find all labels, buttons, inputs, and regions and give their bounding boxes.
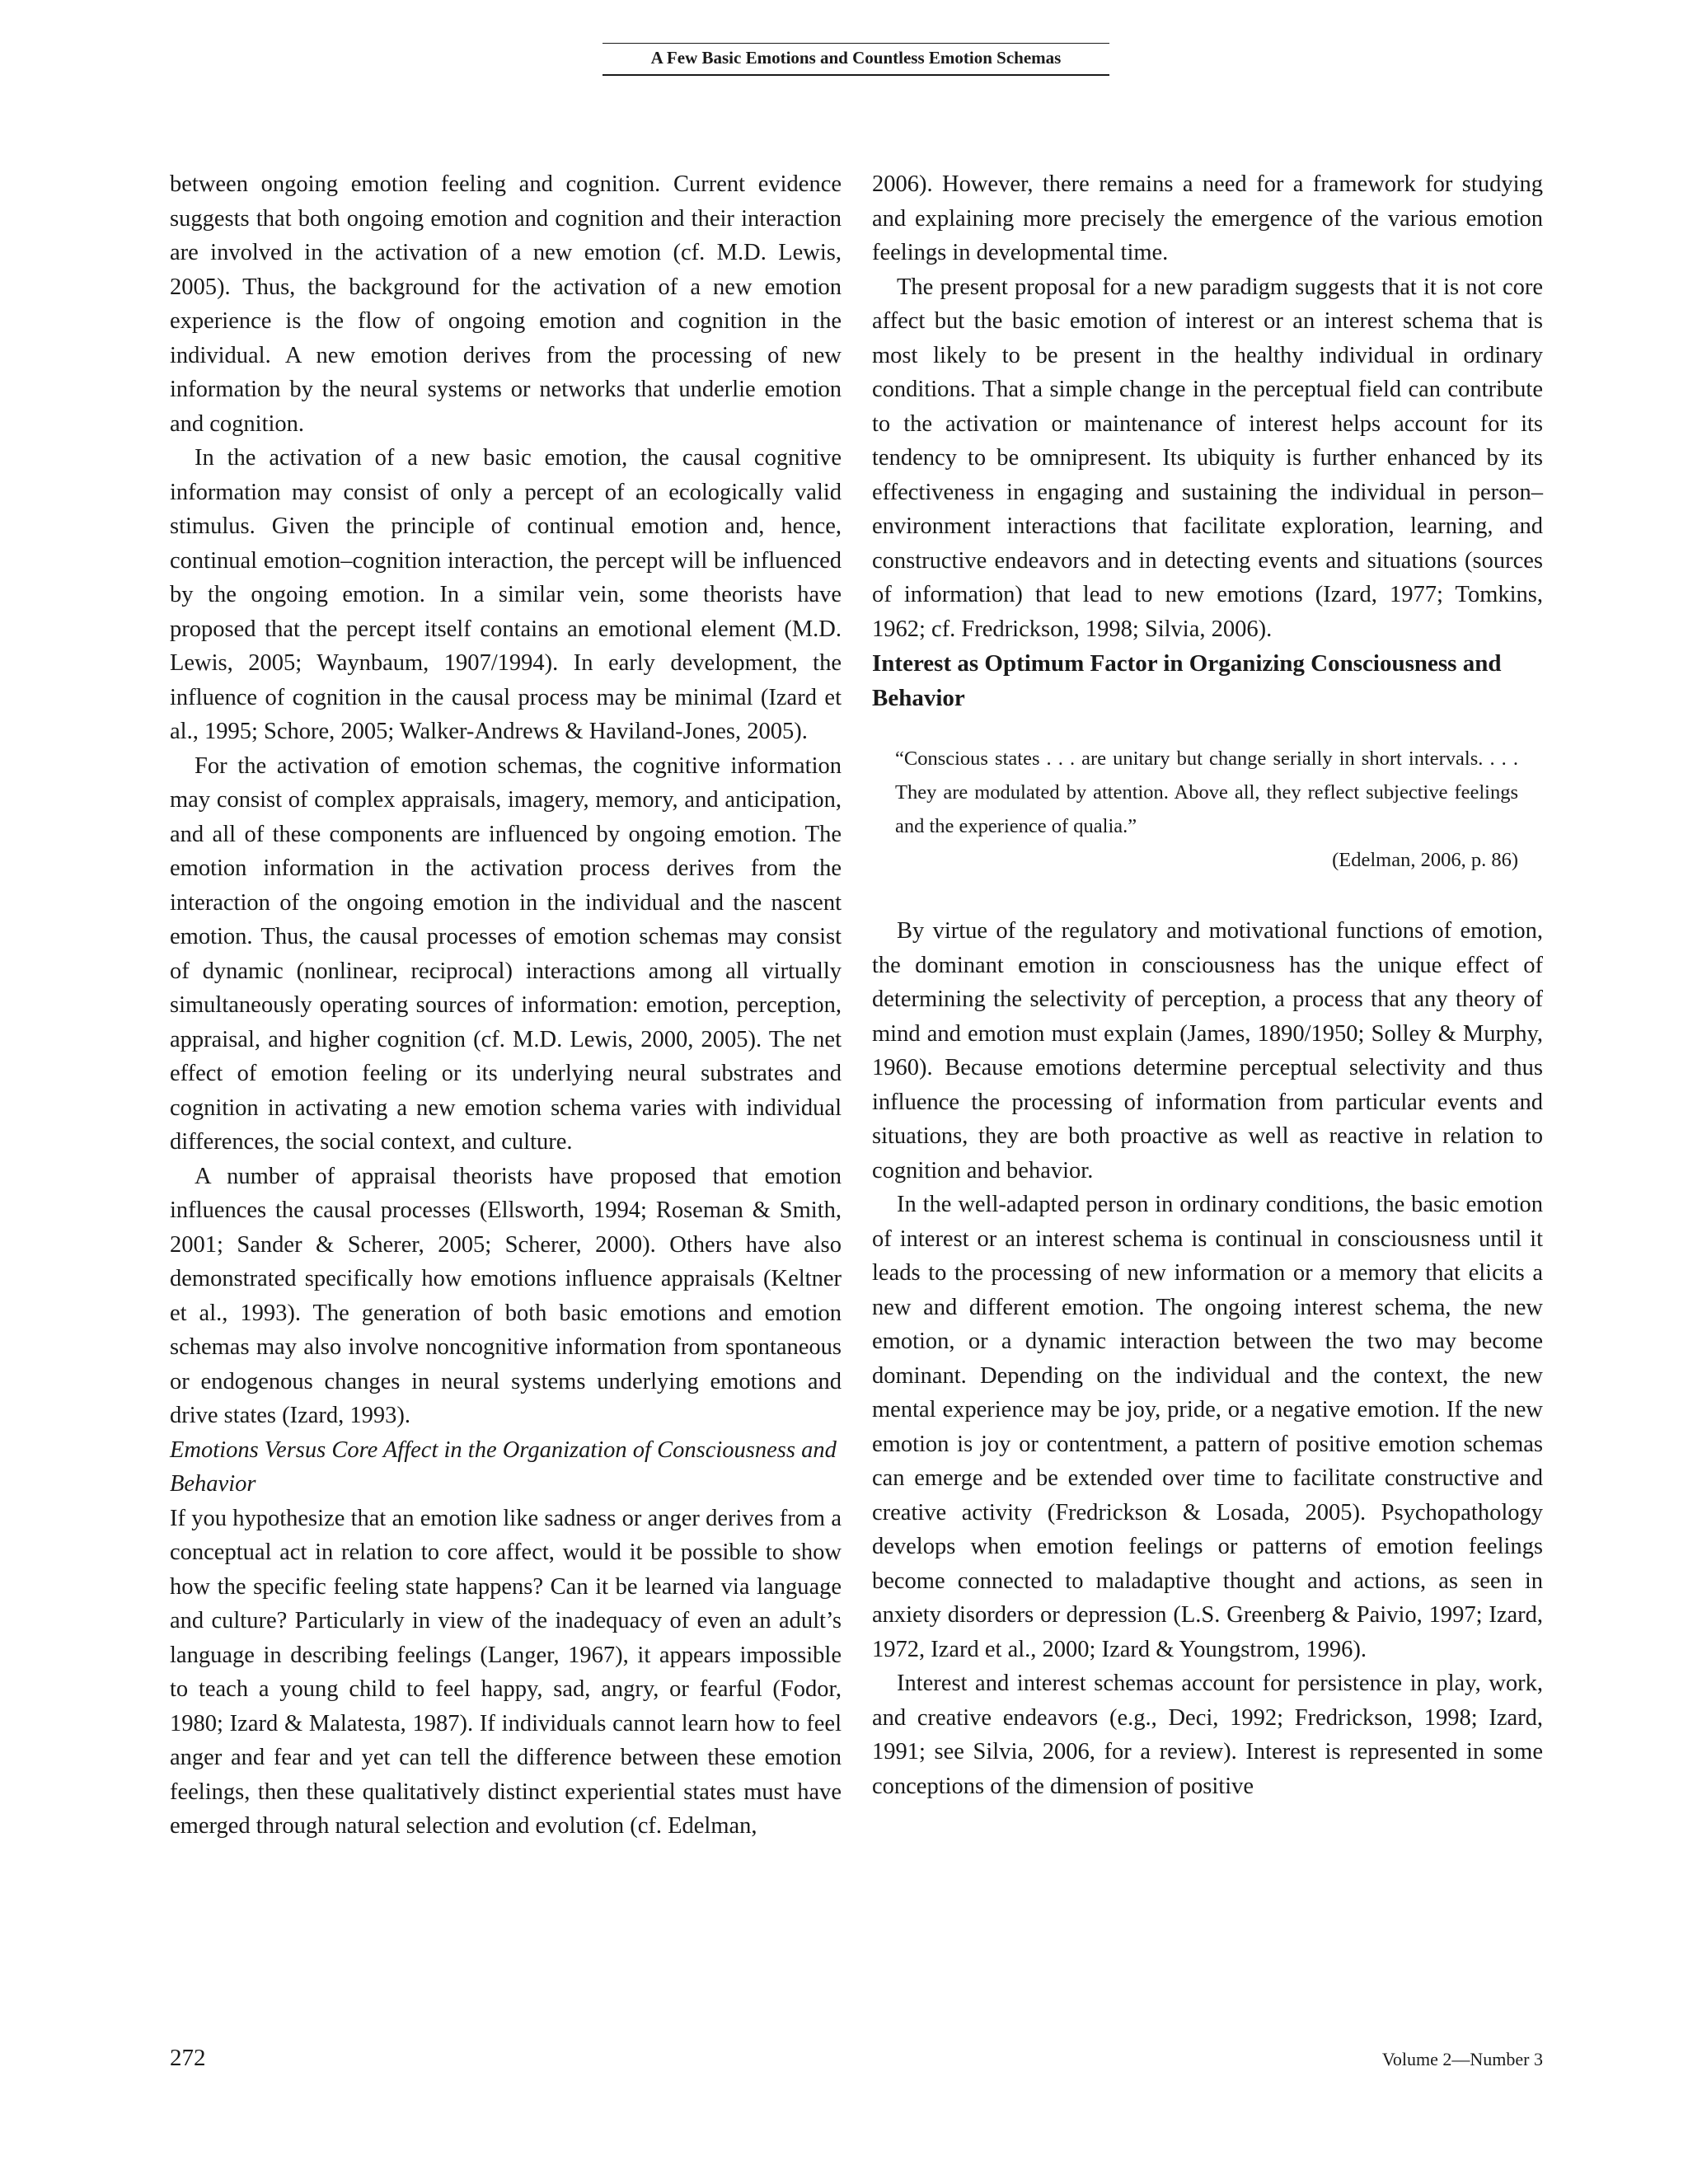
volume-info: Volume 2—Number 3 [1381,2049,1543,2069]
right-paragraph-2: The present proposal for a new paradigm suggests that it is not core affect but the basic emotion of interest or an interest schema that is most likely to be present in the healthy individual in ordinary conditions. That a simple change in the perceptual field can contribute to the activation or maintenance of interest helps account for its tendency to be omnipresent. Its ubiquity is further enhanced by its effectiveness in engaging and sustaining the individual in person–environment interactions that facilitate exploration, learning, and constructive endeavors and in detecting events and situations (sources of information) that lead to new emotions (Izard, 1977; Tomkins, 1962; cf. Fredrickson, 1998; Silvia, 2006). [872,274,1543,642]
left-paragraph-2: In the activation of a new basic emotion, the causal cognitive information may consist of only a percept of an ecologically valid stimulus. Given the principle of continual emotion and, hence, continual emotion–cognition interaction, the percept will be influenced by the ongoing emotion. In a similar vein, some theorists have proposed that the percept itself contains an emotional element (M.D. Lewis, 2005; Waynbaum, 1907/1994). In early development, the influence of cognition in the causal process may be minimal (Izard et al., 1995; Schore, 2005; Walker-Andrews & Haviland-Jones, 2005). [170,445,842,744]
left-paragraph-5: If you hypothesize that an emotion like sadness or anger derives from a conceptual act in relation to core affect, would it be possible to show how the specific feeling state happens? Can it be learned via language and culture? Particularly in view of the inadequacy of even an adult’s language in describing feelings (Langer, 1967), it appears impossible to teach a young child to feel happy, sad, angry, or fearful (Fodor, 1980; Izard & Malatesta, 1987). If individuals cannot learn how to feel anger and fear and yet can tell the difference between these emotion feelings, then these qualitatively distinct experiential states must have emerged through natural selection and evolution (cf. Edelman, [170,1505,842,1839]
right-paragraph-3: By virtue of the regulatory and motivational functions of emotion, the dominant emotion in consciousness has the unique effect of determining the selectivity of perception, a process that any theory of mind and emotion must explain (James, 1890/1950; Solley & Murphy, 1960). Because emotions determine perceptual selectivity and thus influence the processing of information from particular events and situations, they are both proactive as well as reactive in relation to cognition and behavior. [872,918,1543,1183]
page-number: 272 [170,2045,206,2071]
epigraph [895,742,1518,877]
section-heading: Interest as Optimum Factor in Organizing Consciousness and Behavior [872,650,1502,711]
left-paragraph-4: A number of appraisal theorists have proposed that emotion influences the causal processes (Ellsworth, 1994; Roseman & Smith, 2001; Sander & Scherer, 2005; Scherer, 2000). Others have also demonstrated specifically how emotions influence appraisals (Keltner et al., 1993). The generation of both basic emotions and emotion schemas may also involve noncognitive information from spontaneous or endogenous changes in neural systems underlying emotions and drive states (Izard, 1993). [170,1163,842,1428]
left-paragraph-3: For the activation of emotion schemas, the cognitive information may consist of complex appraisals, imagery, memory, and anticipation, and all of these components are influenced by ongoing emotion. The emotion information in the activation process derives from the interaction of the ongoing emotion in the individual and the nascent emotion. Thus, the causal processes of emotion schemas may consist of dynamic (nonlinear, reciprocal) interactions among all virtually simultaneously operating sources of information: emotion, perception, appraisal, and higher cognition (cf. M.D. Lewis, 2000, 2005). The net effect of emotion feeling or its underlying neural substrates and cognition in activating a new emotion schema varies with individual differences, the social context, and culture. [170,752,842,1155]
epigraph-citation: (Edelman, 2006, p. 86) [1332,849,1518,871]
right-column [872,167,1543,1803]
running-header: A Few Basic Emotions and Countless Emotion Schemas [603,48,1109,76]
left-column [170,167,842,1844]
left-paragraph-1: between ongoing emotion feeling and cognition. Current evidence suggests that both ongoing emotion and cognition and their interaction are involved in the activation of a new emotion (cf. M.D. Lewis, 2005). Thus, the background for the activation of a new emotion experience is the flow of ongoing emotion and cognition in the individual. A new emotion derives from the processing of new information by the neural systems or networks that underlie emotion and cognition. [170,171,842,437]
right-paragraph-1: 2006). However, there remains a need for a framework for studying and explaining more precisely the emergence of the various emotion feelings in developmental time. [872,171,1543,265]
epigraph-quote: “Conscious states . . . are unitary but change serially in short intervals. . . . They are modulated by attention. Above all, they reflect subjective feelings and the experience of qualia.” [895,748,1518,837]
right-paragraph-4: In the well-adapted person in ordinary conditions, the basic emotion of interest or an interest schema is continual in consciousness until it leads to the processing of new information or a memory that elicits a new and different emotion. The ongoing interest schema, the new emotion, or a dynamic interaction between the two may become dominant. Depending on the individual and the context, the new mental experience may be joy, pride, or a negative emotion. If the new emotion is joy or contentment, a pattern of positive emotion schemas can emerge and be extended over time to facilitate constructive and creative activity (Fredrickson & Losada, 2005). Psychopathology develops when emotion feelings or patterns of emotion feelings become connected to maladaptive thought and actions, as seen in anxiety disorders or depression (L.S. Greenberg & Paivio, 1997; Izard, 1972, Izard et al., 2000; Izard & Youngstrom, 1996). [872,1192,1543,1662]
section-subheading: Emotions Versus Core Affect in the Organization of Consciousness and Behavior [170,1436,837,1497]
right-paragraph-5: Interest and interest schemas account for persistence in play, work, and creative endeavors (e.g., Deci, 1992; Fredrickson, 1998; Izard, 1991; see Silvia, 2006, for a review). Interest is represented in some conceptions of the dimension of positive [872,1671,1543,1799]
